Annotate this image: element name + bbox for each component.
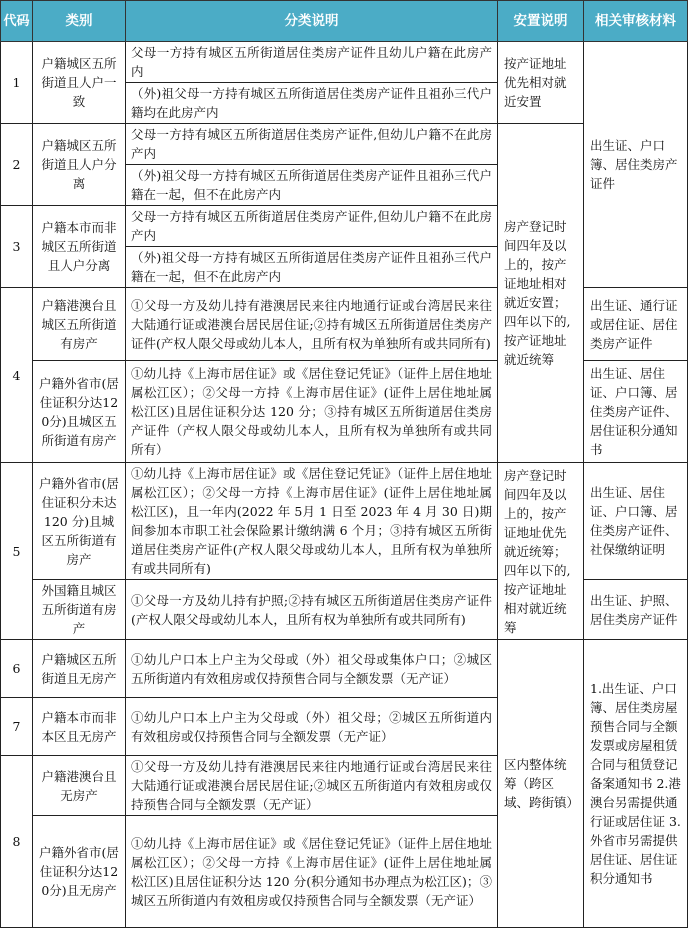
row-category: 户籍外省市(居住证积分达120分)且城区五所街道有房产 bbox=[33, 361, 126, 463]
row-description: 父母一方持有城区五所街道居住类房产证件,但幼儿户籍不在此房产内 bbox=[126, 206, 498, 247]
row-category: 户籍外省市(居住证积分达120分)且无房产 bbox=[33, 816, 126, 928]
row-description: ①父母一方及幼儿持有护照;②持有城区五所街道居住类房产证件(产权人限父母或幼儿本人，且所有权为单独所有或共同所有) bbox=[126, 580, 498, 640]
materials-cell: 出生证、通行证或居住证、居住类房产证件 bbox=[584, 288, 688, 361]
header-description: 分类说明 bbox=[126, 1, 498, 42]
row-category: 外国籍且城区五所街道有房产 bbox=[33, 580, 126, 640]
row-category: 户籍港澳台且无房产 bbox=[33, 756, 126, 816]
materials-cell: 出生证、护照、居住类房产证件 bbox=[584, 580, 688, 640]
header-category: 类别 bbox=[33, 1, 126, 42]
table-row bbox=[1, 640, 688, 698]
table-row bbox=[1, 288, 688, 361]
placement-cell: 房产登记时间四年及以上的，按产证地址优先就近统筹；四年以下的,按产证地址相对就近统筹 bbox=[498, 463, 584, 640]
row-description: ①父母一方及幼儿持有港澳居民来往内地通行证或台湾居民来往大陆通行证或港澳台居民居住证;②城区五所街道内有效租房或仅持预售合同与全额发票（无产证） bbox=[126, 756, 498, 816]
row-code: 5 bbox=[1, 463, 33, 640]
row-code: 4 bbox=[1, 288, 33, 463]
row-code: 8 bbox=[1, 756, 33, 928]
materials-cell: 出生证、户口簿、居住类房产证件 bbox=[584, 42, 688, 288]
row-category: 户籍本市而非本区且无房产 bbox=[33, 698, 126, 756]
row-description: 父母一方持有城区五所街道居住类房产证件,但幼儿户籍不在此房产内 bbox=[126, 124, 498, 165]
row-category: 户籍港澳台且城区五所街道有房产 bbox=[33, 288, 126, 361]
row-code: 7 bbox=[1, 698, 33, 756]
row-description: ①幼儿持《上海市居住证》或《居住登记凭证》（证件上居住地址属松江区）；②父母一方持《上海市居住证》(证件上居住地址属松江区)且居住证积分达 120 分(积分通知书办理点为松江区)；③城区五所街道内有效租房或仅持预售合同与全额发票（无产证） bbox=[126, 816, 498, 928]
table-row bbox=[1, 361, 688, 463]
table-row bbox=[1, 42, 688, 83]
row-code: 2 bbox=[1, 124, 33, 206]
table-row bbox=[1, 463, 688, 580]
row-description: ①幼儿持《上海市居住证》或《居住登记凭证》（证件上居住地址属松江区）；②父母一方持《上海市居住证》(证件上居住地址属松江区)且居住证积分达 120 分；③持有城区五所街道居住类房产证件（产权人限父母或幼儿本人，且所有权为单独所有或共同所有） bbox=[126, 361, 498, 463]
row-description: 父母一方持有城区五所街道居住类房产证件且幼儿户籍在此房产内 bbox=[126, 42, 498, 83]
row-description: ①父母一方及幼儿持有港澳居民来往内地通行证或台湾居民来往大陆通行证或港澳台居民居住证;②持有城区五所街道居住类房产证件(产权人限父母或幼儿本人，且所有权为单独所有或共同所有) bbox=[126, 288, 498, 361]
row-description: （外)祖父母一方持有城区五所街道居住类房产证件且祖孙三代户籍均在此房产内 bbox=[126, 83, 498, 124]
materials-cell: 出生证、居住证、户口簿、居住类房产证件、社保缴纳证明 bbox=[584, 463, 688, 580]
header-placement: 安置说明 bbox=[498, 1, 584, 42]
placement-cell: 房产登记时间四年及以上的，按产证地址相对就近安置；四年以下的,按产证地址就近统筹 bbox=[498, 124, 584, 463]
row-category: 户籍城区五所街道且人户分离 bbox=[33, 124, 126, 206]
placement-cell: 区内整体统筹（跨区域、跨街镇） bbox=[498, 640, 584, 928]
table-row bbox=[1, 580, 688, 640]
header-row bbox=[1, 1, 688, 42]
row-description: （外)祖父母一方持有城区五所街道居住类房产证件且祖孙三代户籍在一起，但不在此房产内 bbox=[126, 247, 498, 288]
placement-cell: 按产证地址优先相对就近安置 bbox=[498, 42, 584, 124]
row-category: 户籍本市而非城区五所街道且人户分离 bbox=[33, 206, 126, 288]
row-category: 户籍外省市(居住证积分未达 120 分)且城区五所街道有房产 bbox=[33, 463, 126, 580]
row-description: ①幼儿户口本上户主为父母或（外）祖父母或集体户口；②城区五所街道内有效租房或仅持预售合同与全额发票（无产证） bbox=[126, 640, 498, 698]
row-category: 户籍城区五所街道且人户一致 bbox=[33, 42, 126, 124]
header-code: 代码 bbox=[1, 1, 33, 42]
materials-cell: 出生证、居住证、户口簿、居住类房产证件、居住证积分通知书 bbox=[584, 361, 688, 463]
row-code: 1 bbox=[1, 42, 33, 124]
row-description: ①幼儿户口本上户主为父母或（外）祖父母；②城区五所街道内有效租房或仅持预售合同与全额发票（无产证） bbox=[126, 698, 498, 756]
row-description: （外)祖父母一方持有城区五所街道居住类房产证件且祖孙三代户籍在一起，但不在此房产内 bbox=[126, 165, 498, 206]
materials-cell: 1.出生证、户口簿、居住类房屋预售合同与全额发票或房屋租赁合同与租赁登记备案通知书 2.港澳台另需提供通行证或居住证 3.外省市另需提供居住证、居住证积分通知书 bbox=[584, 640, 688, 928]
row-code: 3 bbox=[1, 206, 33, 288]
header-materials: 相关审核材料 bbox=[584, 1, 688, 42]
row-category: 户籍城区五所街道且无房产 bbox=[33, 640, 126, 698]
row-code: 6 bbox=[1, 640, 33, 698]
row-description: ①幼儿持《上海市居住证》或《居住登记凭证》（证件上居住地址属松江区）；②父母一方持《上海市居住证》(证件上居住地址属松江区)，且一年内(2022 年 5月 1 日至 2023 年 4 月 30 日)期间参加本市职工社会保险累计缴纳满 6 个月；③持有城区五所街道居住类房产证件(产权人限父母或幼儿本人，且所有权为单独所有或共同所有) bbox=[126, 463, 498, 580]
